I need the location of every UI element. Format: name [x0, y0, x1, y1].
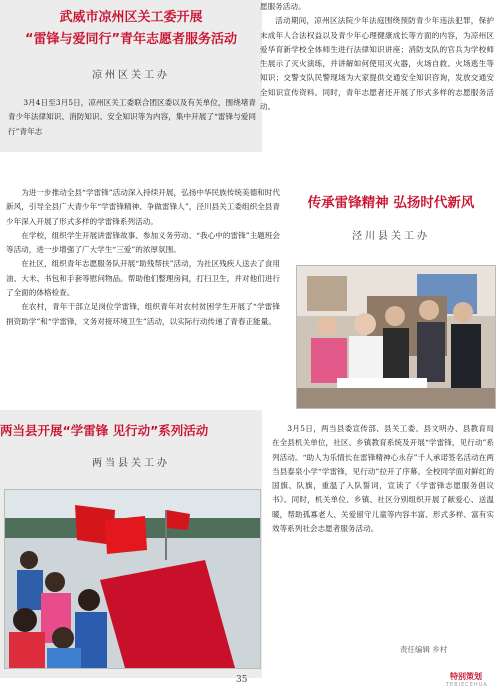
article1-byline: 凉州区关工办: [92, 70, 170, 81]
article1-paragraph: 3月4日至3月5日，凉州区关工委联合团区委以及有关单位，围绕堵青青少年法律知识、消防知识、安全知识等为内容，集中开展了“雷锋与爱同行”青年志: [8, 98, 256, 136]
article3-byline: 两当县关工办: [92, 458, 170, 469]
editor-credit: 责任编辑 乡村: [400, 645, 448, 654]
section-brand: 特别策划: [450, 672, 482, 681]
article2-paragraph: 在农村，青年干部立足岗位学雷锋，组织青年对农村贫困学生开展了“学雷锋捐资助学”和“学雷锋，文务对接环境卫生”活动，以实际行动传递了青春正能量。: [6, 302, 280, 326]
article3-photo: [4, 489, 261, 669]
article1-paragraph: 活动期间，凉州区法院少年法庭围绕预防青少年违法犯罪，保护未成年人合法权益以及青少年心理健康成长等方面的内容，为凉州区爱华育新学校全体师生进行法律知识讲座；消防支队的官兵为学校师生展示了灭火演练，并讲解如何使用灭火器，火场自救、火场逃生等知识；交警支队民警现场为大家提供交通安全知识咨询，发放交通安全知识宣传资料。同时，青年志愿者还开展了形式多样的志愿服务活动。: [260, 16, 494, 112]
article1-title-line2: “雷锋与爱同行”青年志愿者服务活动: [24, 32, 238, 47]
article2-title: 传承雷锋精神 弘扬时代新风: [307, 195, 475, 211]
article2-paragraph: 为进一步推动全县“学雷锋”活动深入持续开展，弘扬中华民族传统美德和时代新风，引导全县广大青少年“学雷锋精神、争做雷锋人”，泾川县关工委组织全县青少年深入开展了形式多样的学雷锋系列活动。: [6, 188, 280, 226]
article2-byline: 泾川县关工办: [352, 231, 430, 242]
page-number: 35: [236, 675, 248, 685]
article1-continuation: [260, 0, 494, 114]
article2-photo: [296, 265, 496, 409]
article3-paragraph: 3月5日，两当县委宣传部、县关工委、县文明办、县教育局在全县机关单位，社区、乡镇教育系统及开展“学雷锋，见行动”系列活动。“助人为乐情长在雷锋精神心永存”千人承诺签名活动在两当县泰泉小学“学雷锋，见行动”拉开了序幕。全校同学面对鲜红的国旗、队旗，重温了入队誓词，宣读了《学雷锋志愿服务倡议书》。同时，机关单位、乡镇、社区分别组织开展了献爱心、送温暖，帮助孤寡老人、关爱留守儿童等内容丰富、形式多样、富有实效等系列社会志愿者服务活动。: [272, 424, 494, 534]
article1-title-line1: 武威市凉州区关工委开展: [59, 10, 203, 25]
article3-body: [272, 422, 494, 536]
article2-photo-illustration: [297, 266, 495, 408]
section-brand-sub: TEBIECEHUA: [446, 682, 488, 688]
article2-paragraph: 在学校，组织学生开展讲雷锋故事、参加义务劳动、“我心中的雷锋”主题班会等活动，进一步增强了广大学生“三爱”的浓厚氛围。: [6, 230, 280, 255]
article1-body: [8, 96, 256, 139]
article2-body: [6, 186, 280, 329]
article3-photo-illustration: [5, 490, 260, 668]
article1-paragraph: 愿服务活动。: [260, 2, 306, 11]
article3-title: 两当县开展“学雷锋 见行动”系列活动: [0, 423, 209, 438]
article2-paragraph: 在社区，组织青年志愿服务队开展“助残帮扶”活动，为社区残疾人送去了食用油、大米、书包和手套等慰问物品。帮助他们整理房间，打扫卫生，并对他们进行了全面的体格检查。: [6, 259, 280, 298]
